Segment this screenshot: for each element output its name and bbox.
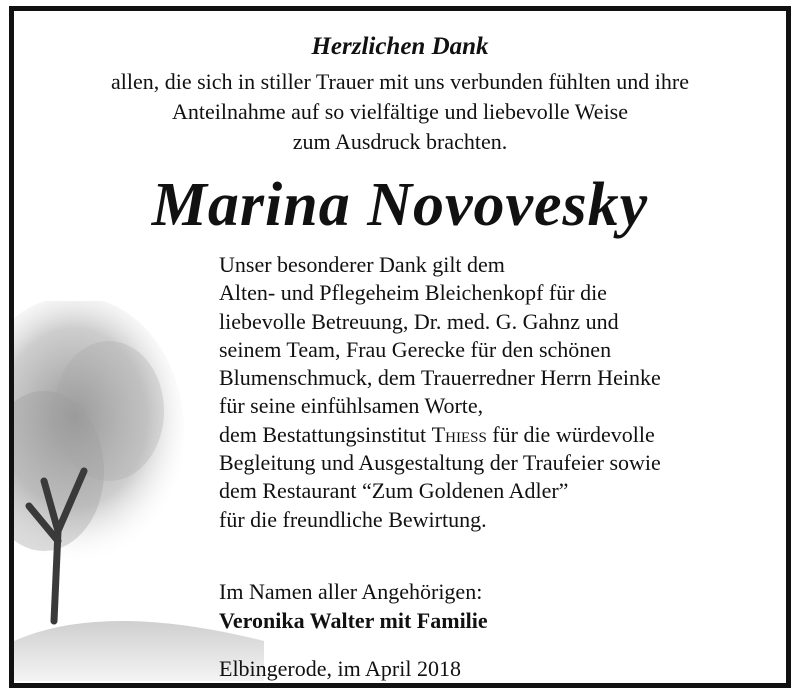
funeral-home-name: Thieß [431,421,487,447]
intro-line: allen, die sich in stiller Trauer mit uns verbunden fühlten und ihre [110,69,689,94]
closing-line: Im Namen aller Angehörigen: [219,579,483,604]
thanks-line: dem Restaurant “Zum Goldenen Adler” [219,478,569,504]
thanks-line: für seine einfühlsamen Worte, [219,393,484,419]
heading: Herzlichen Dank [311,33,489,60]
thanks-text [219,251,779,534]
thanks-line-end: für die würdevolle [486,421,655,447]
thanks-line-start: dem Bestattungsinstitut [219,421,432,447]
intro-text [14,67,786,157]
deceased-name: Marina Novovesky [151,171,649,239]
thanks-line: seinem Team, Frau Gerecke für den schönen [219,336,612,362]
thanks-line: Blumenschmuck, dem Trauerredner Herrn Heinke [219,365,661,391]
intro-line: zum Ausdruck brachten. [292,129,508,154]
intro-line: Anteilnahme auf so vielfältige und liebevolle Weise [171,99,629,124]
thanks-line: Unser besonderer Dank gilt dem [219,252,505,277]
thanks-line: Begleitung und Ausgestaltung der Traufeier sowie [219,450,661,476]
thanks-line-funeral-home [219,421,779,449]
place-date: Elbingerode, im April 2018 [219,656,461,681]
thanks-line: für die freundliche Bewirtung. [219,506,487,532]
closing [219,577,779,635]
obituary-notice [9,6,791,688]
thanks-line: liebevolle Betreuung, Dr. med. G. Gahnz und [219,308,619,334]
thanks-line: Alten- und Pflegeheim Bleichenkopf für die [219,280,607,306]
signer: Veronika Walter mit Familie [219,608,488,633]
